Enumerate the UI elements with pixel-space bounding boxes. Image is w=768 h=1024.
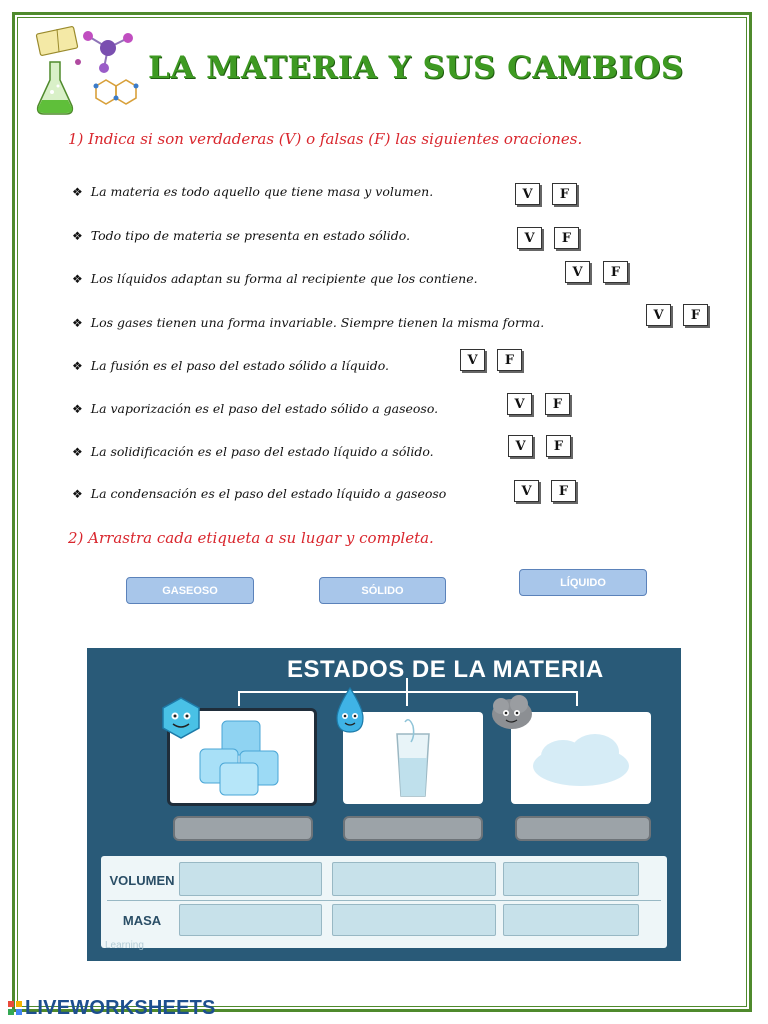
true-option-8[interactable]: V [514,480,539,502]
row-label-masa: MASA [122,912,162,928]
statement-4 [72,315,544,330]
false-option-5[interactable]: F [497,349,522,371]
drop-zone-solid[interactable] [173,816,313,841]
statement-1 [72,184,433,199]
cell-volumen-gas[interactable] [503,862,639,896]
tag-liquido[interactable]: LÍQUIDO [519,569,647,596]
diamond-bullet-icon: ❖ [72,402,83,416]
cell-masa-gas[interactable] [503,904,639,936]
diamond-bullet-icon: ❖ [72,316,83,330]
true-option-1[interactable]: V [515,183,540,205]
diamond-bullet-icon: ❖ [72,487,83,501]
true-option-3[interactable]: V [565,261,590,283]
question-2-heading: 2) Arrastra cada etiqueta a su lugar y completa. [68,529,434,547]
tag-solido[interactable]: SÓLIDO [319,577,446,604]
brand-text: LIVEWORKSHEETS [25,997,216,1019]
statement-text: Los líquidos adaptan su forma al recipiente que los contiene. [90,271,478,286]
table-divider [107,900,661,901]
states-of-matter-panel [87,648,681,961]
cell-masa-solid[interactable] [179,904,322,936]
page-title: LA MATERIA Y SUS CAMBIOS [148,50,684,86]
statement-5 [72,358,389,373]
false-option-1[interactable]: F [552,183,577,205]
true-option-4[interactable]: V [646,304,671,326]
cell-masa-liquid[interactable] [332,904,496,936]
cube-mascot-icon [159,696,203,740]
false-option-3[interactable]: F [603,261,628,283]
false-option-6[interactable]: F [545,393,570,415]
diamond-bullet-icon: ❖ [72,445,83,459]
water-drop-mascot-icon [333,686,367,734]
liveworksheets-logo-icon [8,1001,22,1015]
statement-text: La solidificación es el paso del estado líquido a sólido. [90,444,434,459]
false-option-4[interactable]: F [683,304,708,326]
true-option-6[interactable]: V [507,393,532,415]
statement-text: Todo tipo de materia se presenta en estado sólido. [90,228,411,243]
question-1-heading: 1) Indica si son verdaderas (V) o falsas (F) las siguientes oraciones. [68,130,583,148]
diamond-bullet-icon: ❖ [72,229,83,243]
drop-zone-liquid[interactable] [343,816,483,841]
false-option-8[interactable]: F [551,480,576,502]
tag-gaseoso[interactable]: GASEOSO [126,577,254,604]
true-option-7[interactable]: V [508,435,533,457]
false-option-7[interactable]: F [546,435,571,457]
laboratory-illustration-icon [30,22,142,122]
statement-text: La fusión es el paso del estado sólido a líquido. [90,358,390,373]
diamond-bullet-icon: ❖ [72,185,83,199]
statement-text: La condensación es el paso del estado líquido a gaseoso [90,486,447,501]
states-panel-title: ESTADOS DE LA MATERIA [287,656,604,683]
cell-volumen-liquid[interactable] [332,862,496,896]
cell-volumen-solid[interactable] [179,862,322,896]
drop-zone-gas[interactable] [515,816,651,841]
statement-2 [72,228,410,243]
true-option-2[interactable]: V [517,227,542,249]
statement-7 [72,444,434,459]
statement-6 [72,401,438,416]
true-option-5[interactable]: V [460,349,485,371]
statement-text: La materia es todo aquello que tiene masa y volumen. [90,184,434,199]
statement-text: La vaporización es el paso del estado sólido a gaseoso. [90,401,439,416]
statement-8 [72,486,446,501]
diamond-bullet-icon: ❖ [72,359,83,373]
smoke-mascot-icon [489,692,535,732]
liveworksheets-logo [8,997,216,1020]
statement-text: Los gases tienen una forma invariable. Siempre tienen la misma forma. [90,315,545,330]
panel-watermark: Learning [105,940,144,951]
false-option-2[interactable]: F [554,227,579,249]
statement-3 [72,271,478,286]
row-label-volumen: VOLUMEN [109,872,175,888]
diamond-bullet-icon: ❖ [72,272,83,286]
